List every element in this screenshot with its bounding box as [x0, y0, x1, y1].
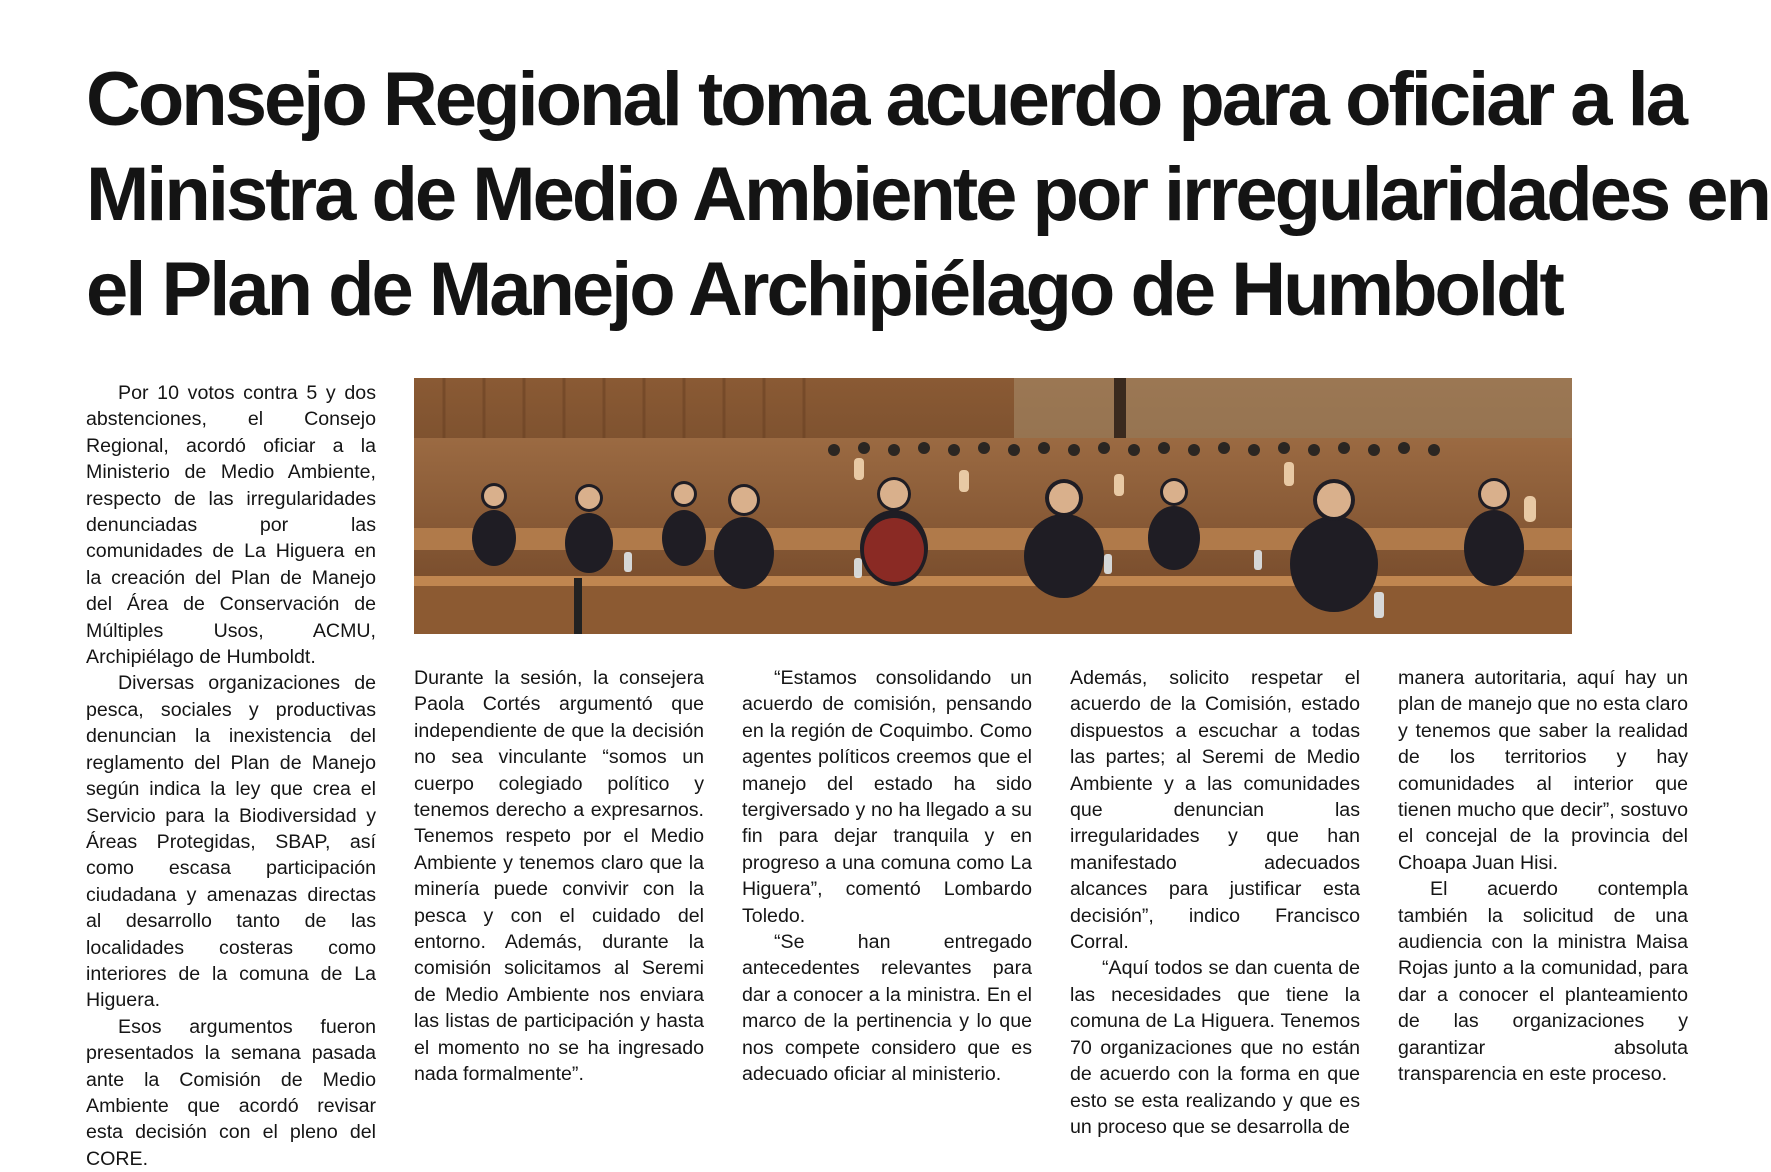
- headline-line-2: Ministra de Medio Ambiente por irregularidades en: [86, 152, 1769, 237]
- paragraph: “Aquí todos se dan cuenta de las necesidades que tiene la comuna de La Higuera. Tenemos 70 organizaciones que no están de acuerdo con la forma en que esto se esta realizando y que es un proceso que se desarrolla de: [1070, 957, 1360, 1138]
- article-column-3: [742, 665, 1032, 1088]
- council-session-photo-illustration: [414, 378, 1572, 634]
- paragraph: Diversas organizaciones de pesca, sociales y productivas denuncian la inexistencia del reglamento del Plan de Manejo según indica la ley que crea el Servicio para la Biodiversidad y Áreas Protegidas, SBAP, así como escasa participación ciudadana y amenazas directas al desarrollo tanto de las localidades costeras como interiores de la comuna de La Higuera.: [86, 672, 376, 1012]
- paragraph: Por 10 votos contra 5 y dos abstenciones, el Consejo Regional, acordó oficiar a la Ministerio de Medio Ambiente, respecto de las irregularidades denunciadas por las comunidades de La Higuera en la creación del Plan de Manejo del Área de Conservación de Múltiples Usos, ACMU, Archipiélago de Humboldt.: [86, 382, 376, 669]
- article-column-1: [86, 380, 376, 1172]
- article-column-5: [1398, 665, 1688, 1088]
- headline-line-1: Consejo Regional toma acuerdo para oficiar a la: [86, 57, 1686, 142]
- article-column-2: [414, 665, 704, 1088]
- paragraph: Además, solicito respetar el acuerdo de la Comisión, estado dispuestos a escuchar a todas las partes; al Seremi de Medio Ambiente y a las comunidades que denuncian las irregularidades y que han manifestado adecuados alcances para justificar esta decisión”, indico Francisco Corral.: [1070, 667, 1360, 954]
- council-session-photo: [414, 378, 1572, 634]
- paragraph: El acuerdo contempla también la solicitud de una audiencia con la ministra Maisa Rojas junto a la comunidad, para dar a conocer el planteamiento de las organizaciones y garantizar absoluta transparencia en este proceso.: [1398, 878, 1688, 1086]
- article-column-4: [1070, 665, 1360, 1140]
- paragraph: “Se han entregado antecedentes relevantes para dar a conocer a la ministra. En el marco de la pertinencia y lo que nos compete considero que es adecuado oficiar al ministerio.: [742, 931, 1032, 1086]
- paragraph: “Estamos consolidando un acuerdo de comisión, pensando en la región de Coquimbo. Como agentes políticos creemos que el manejo del estado ha sido tergiversado y no ha llegado a su fin para dejar tranquila y en progreso a una comuna como La Higuera”, comentó Lombardo Toledo.: [742, 667, 1032, 927]
- paragraph: Durante la sesión, la consejera Paola Cortés argumentó que independiente de que la decisión no sea vinculante “somos un cuerpo colegiado político y tenemos derecho a expresarnos. Tenemos respeto por el Medio Ambiente y tenemos claro que la minería puede convivir con la pesca y con el cuidado del entorno. Además, durante la comisión solicitamos al Seremi de Medio Ambiente nos enviara las listas de participación y hasta el momento no se ha ingresado nada formalmente”.: [414, 667, 704, 1086]
- headline-line-3: el Plan de Manejo Archipiélago de Humboldt: [86, 247, 1562, 332]
- paragraph: manera autoritaria, aquí hay un plan de manejo que no esta claro y tenemos que saber la realidad de los territorios y hay comunidades al interior que tienen mucho que decir”, sostuvo el concejal de la provincia del Choapa Juan Hisi.: [1398, 667, 1688, 874]
- paragraph: Esos argumentos fueron presentados la semana pasada ante la Comisión de Medio Ambiente que acordó revisar esta decisión con el pleno del CORE.: [86, 1015, 376, 1170]
- headline: [86, 52, 1769, 337]
